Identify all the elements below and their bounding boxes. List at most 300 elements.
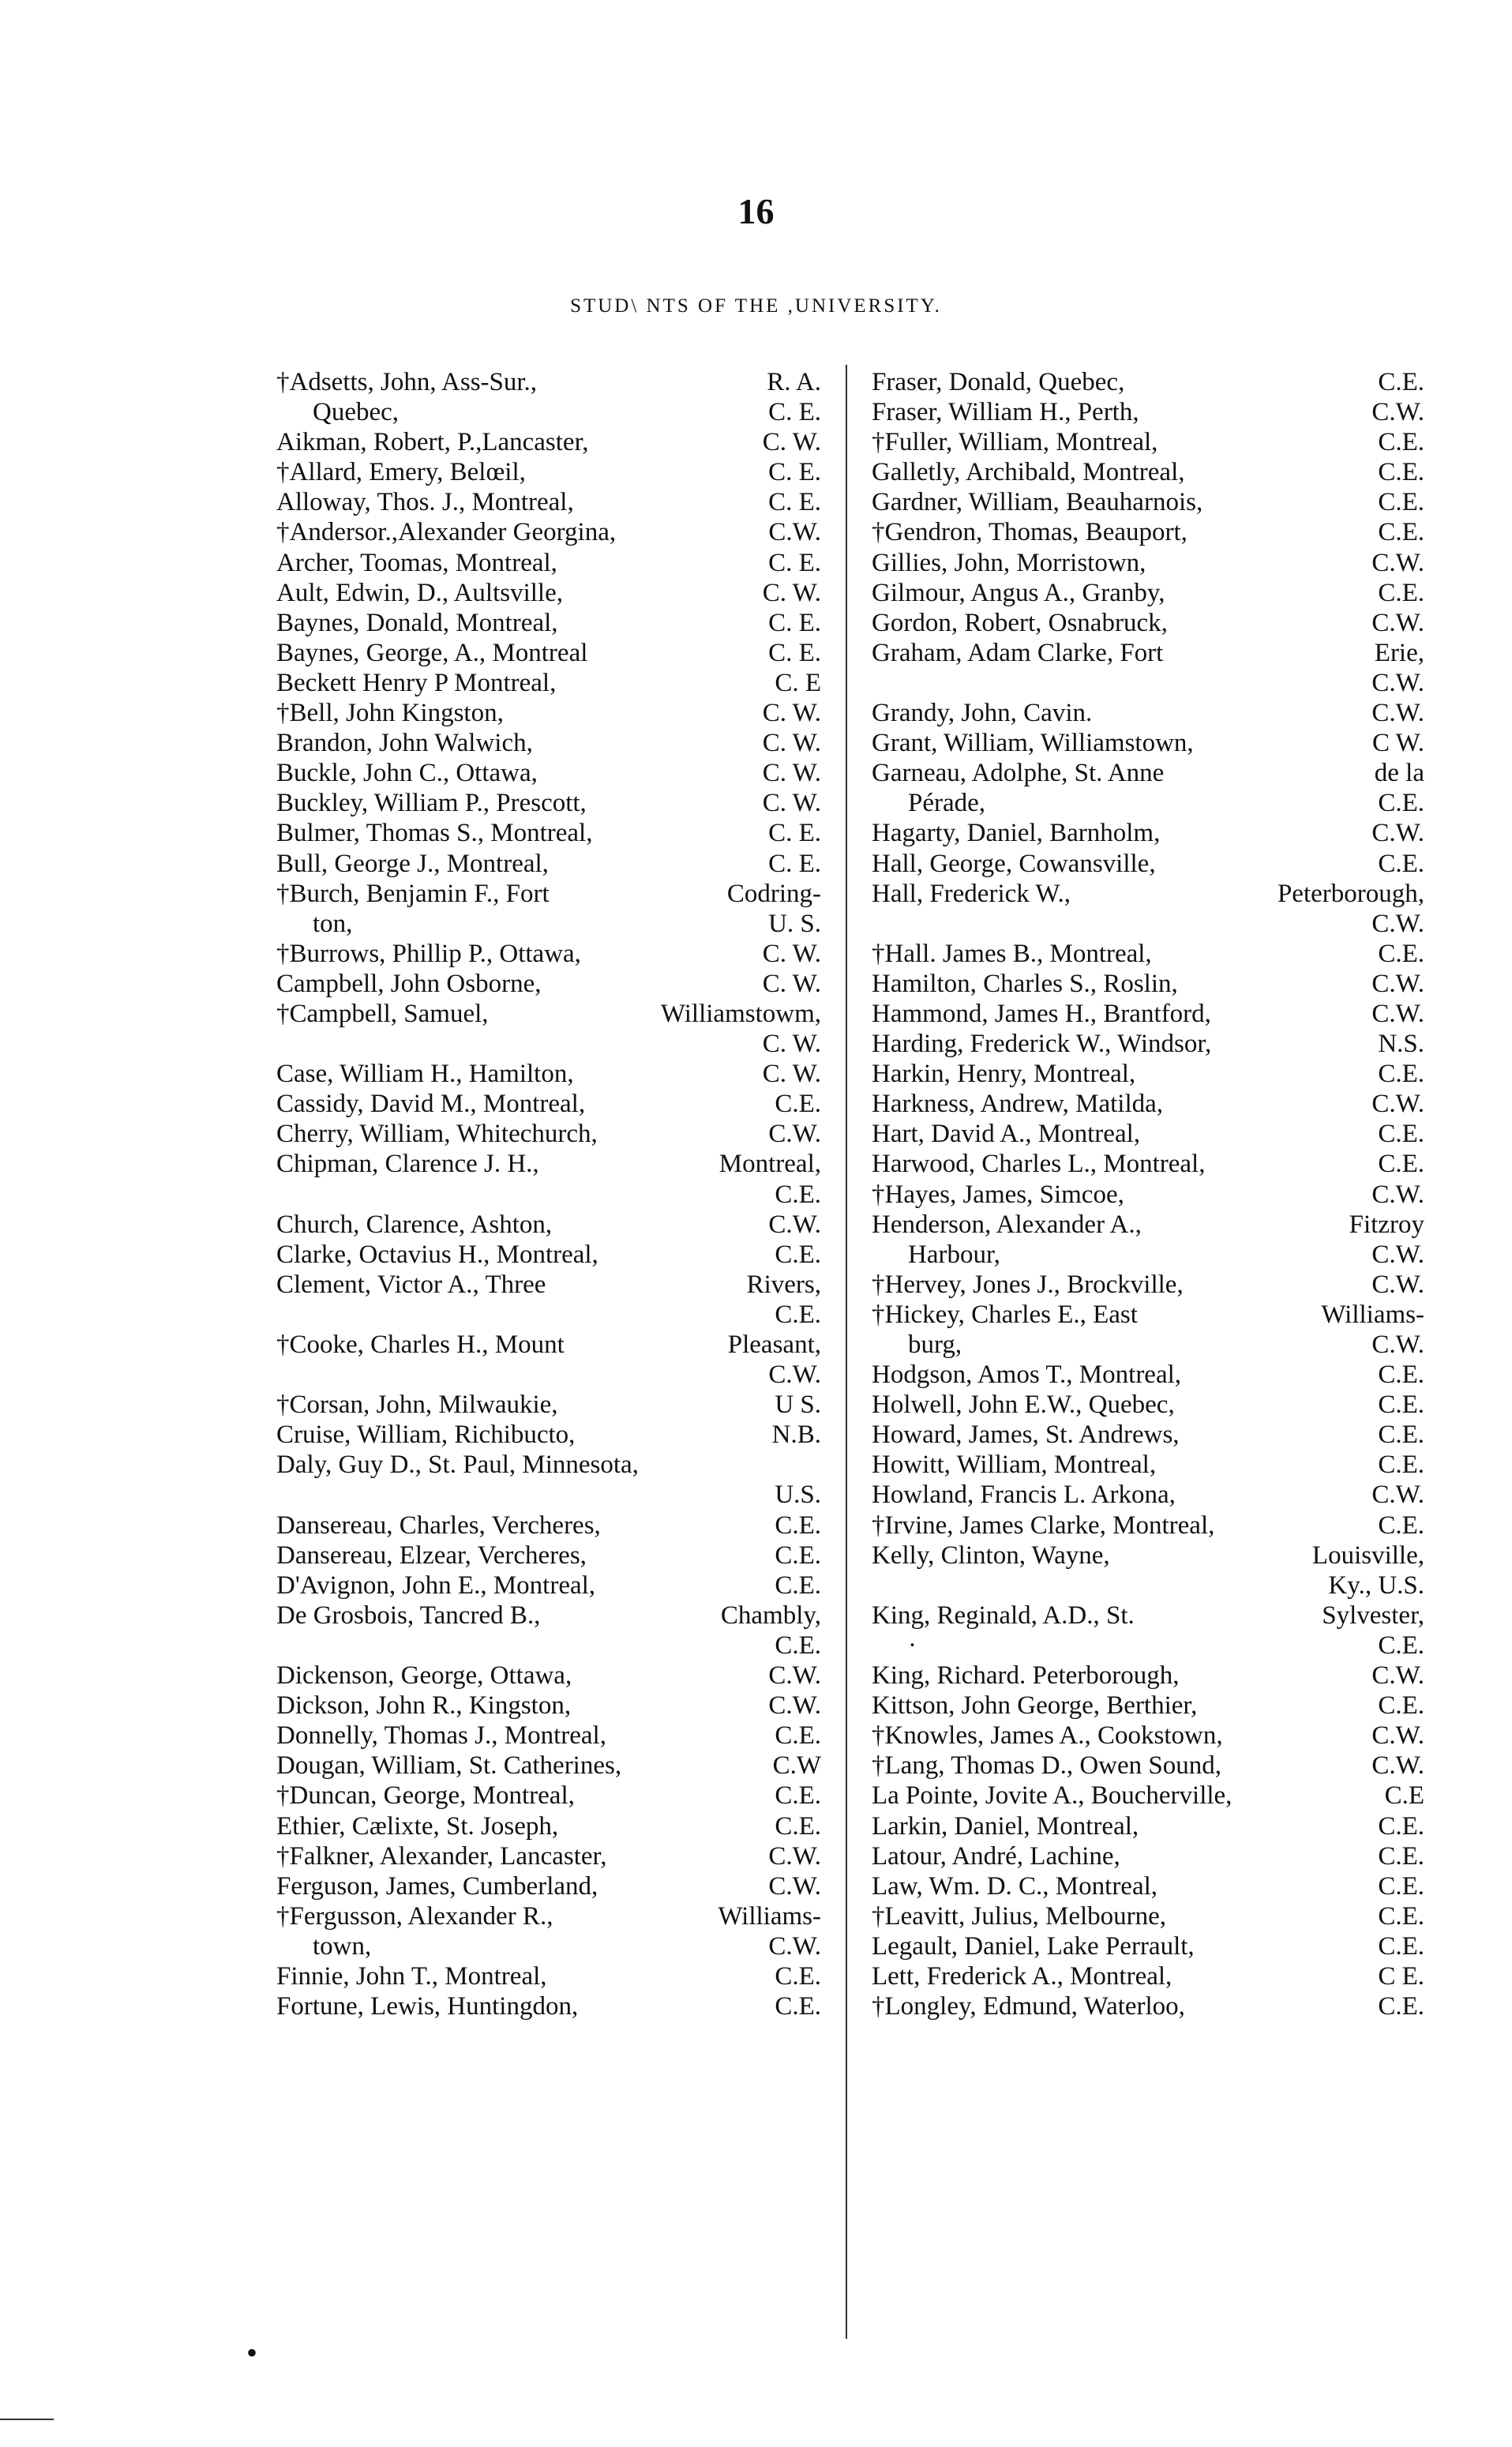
entry-line	[276, 758, 821, 788]
entry-region-text: C. W.	[762, 729, 821, 758]
entry-region-text: C. E	[775, 668, 821, 697]
student-entry	[872, 1059, 1424, 1089]
entry-name-text: Grandy, John, Cavin.	[872, 699, 1093, 728]
entry-region-text: C.E.	[1378, 1150, 1424, 1179]
footer-mark: •	[246, 2335, 258, 2370]
entry-line	[276, 1781, 821, 1811]
entry-line	[872, 1961, 1424, 1991]
entry-line	[872, 578, 1424, 608]
student-entry	[276, 1270, 821, 1330]
entry-name-text: Galletly, Archibald, Montreal,	[872, 458, 1185, 487]
entry-continuation-line	[872, 788, 1424, 818]
entry-line	[276, 969, 821, 999]
entry-line	[872, 879, 1424, 909]
entry-region-text: C.W.	[1371, 969, 1424, 998]
entry-name-text: Howland, Francis L. Arkona,	[872, 1481, 1176, 1510]
student-entry	[276, 1901, 821, 1961]
student-entry	[872, 698, 1424, 728]
entry-continuation-line	[276, 909, 821, 939]
entry-name-text: Case, William H., Hamilton,	[276, 1060, 574, 1089]
entry-line	[872, 517, 1424, 547]
entry-continuation-line	[276, 1631, 821, 1661]
entry-name-text: †Andersor.,Alexander Georgina,	[276, 518, 617, 547]
student-entry	[872, 1901, 1424, 1931]
entry-region-text: C.W.	[1371, 398, 1424, 427]
student-entry	[872, 1751, 1424, 1781]
entry-name-text: Gilmour, Angus A., Granby,	[872, 578, 1165, 607]
entry-line	[276, 487, 821, 517]
student-entry	[276, 1450, 821, 1510]
entry-line	[276, 1961, 821, 1991]
entry-line	[276, 668, 821, 698]
entry-name-text: †Gendron, Thomas, Beauport,	[872, 518, 1187, 547]
student-entry	[872, 1270, 1424, 1300]
entry-region-text: C.E.	[1378, 1360, 1424, 1390]
entry-name-text: Hart, David A., Montreal,	[872, 1120, 1141, 1149]
entry-region-text: Chambly,	[720, 1601, 821, 1630]
student-entry	[276, 1811, 821, 1841]
entry-name-text: Harding, Frederick W., Windsor,	[872, 1030, 1212, 1059]
entry-line	[276, 1751, 821, 1781]
entry-region-text: Rivers,	[746, 1270, 821, 1299]
entry-region-text: C E.	[1378, 1961, 1424, 1991]
entry-name-text: Beckett Henry P Montreal,	[276, 668, 557, 697]
entry-line	[276, 1991, 821, 2021]
entry-line	[276, 1450, 821, 1480]
entry-region-text: C.W.	[768, 1210, 821, 1239]
student-entry	[872, 1480, 1424, 1510]
entry-line	[872, 1089, 1424, 1119]
entry-name-text: Dickson, John R., Kingston,	[276, 1691, 572, 1721]
entry-region-text: C. W.	[762, 1030, 821, 1059]
entry-line	[276, 1059, 821, 1089]
entry-region-text: C.E.	[775, 1240, 821, 1269]
entry-name-text: town,	[313, 1931, 372, 1961]
entry-name-text: Buckley, William P., Prescott,	[276, 789, 587, 818]
student-entry	[872, 1300, 1424, 1360]
entry-name-text: Quebec,	[313, 398, 400, 427]
entry-line	[276, 1420, 821, 1450]
student-entry	[872, 1390, 1424, 1420]
entry-line	[872, 638, 1424, 668]
entry-line	[872, 1480, 1424, 1510]
entry-line	[276, 1210, 821, 1240]
entry-region-text: C.W.	[1371, 1090, 1424, 1119]
entry-name-text: Dickenson, George, Ottawa,	[276, 1661, 572, 1691]
student-entry	[276, 457, 821, 487]
entry-name-text: Howitt, William, Montreal,	[872, 1451, 1157, 1480]
entry-region-text: C.E.	[1378, 368, 1424, 396]
entry-name-text: De Grosbois, Tancred B.,	[276, 1601, 541, 1630]
student-list-right-column	[872, 367, 1424, 2021]
entry-line	[276, 879, 821, 909]
entry-name-text: Dougan, William, St. Catherines,	[276, 1751, 622, 1781]
entry-name-text: Cruise, William, Richibucto,	[276, 1421, 576, 1450]
entry-line	[872, 698, 1424, 728]
student-entry	[872, 1691, 1424, 1721]
entry-continuation-line	[872, 1330, 1424, 1360]
entry-region-text: C.E.	[775, 1090, 821, 1119]
entry-region-text: C.W.	[1371, 548, 1424, 577]
entry-region-text: C.W.	[1371, 1240, 1424, 1269]
entry-name-text: Buckle, John C., Ottawa,	[276, 759, 538, 788]
entry-region-text: C.E.	[775, 1631, 821, 1660]
entry-name-text: Alloway, Thos. J., Montreal,	[276, 488, 574, 517]
entry-name-text: Lett, Frederick A., Montreal,	[872, 1961, 1172, 1991]
entry-name-text: †Adsetts, John, Ass-Sur.,	[276, 368, 538, 396]
student-entry	[276, 1751, 821, 1781]
student-entry	[872, 939, 1424, 969]
entry-region-text: C.E.	[775, 1300, 821, 1329]
entry-region-text: Sylvester,	[1322, 1601, 1424, 1630]
entry-region-text: R. A.	[767, 368, 821, 396]
student-entry	[276, 818, 821, 848]
entry-region-text: Louisville,	[1311, 1541, 1424, 1570]
entry-name-text: †Longley, Edmund, Waterloo,	[872, 1992, 1185, 2021]
student-entry	[872, 1029, 1424, 1059]
entry-region-text: C.E.	[1378, 1451, 1424, 1480]
student-entry	[276, 1210, 821, 1240]
entry-line	[276, 1901, 821, 1931]
student-entry	[276, 487, 821, 517]
entry-name-text: †Hervey, Jones J., Brockville,	[872, 1270, 1184, 1299]
entry-line	[872, 427, 1424, 457]
entry-region-text: C. W.	[762, 789, 821, 818]
student-entry	[276, 1240, 821, 1270]
entry-line	[872, 1931, 1424, 1961]
entry-name-text: Hall, George, Cowansville,	[872, 849, 1156, 878]
student-entry	[276, 1991, 821, 2021]
student-entry	[276, 1691, 821, 1721]
entry-line	[276, 1721, 821, 1751]
student-entry	[872, 638, 1424, 698]
student-entry	[276, 1511, 821, 1541]
entry-line	[276, 427, 821, 457]
entry-name-text: †Corsan, John, Milwaukie,	[276, 1391, 558, 1420]
entry-name-text: Bull, George J., Montreal,	[276, 849, 549, 878]
entry-name-text: Chipman, Clarence J. H.,	[276, 1150, 539, 1179]
student-entry	[872, 1781, 1424, 1811]
entry-name-text: Harwood, Charles L., Montreal,	[872, 1150, 1206, 1179]
entry-name-text: Pérade,	[908, 789, 986, 818]
entry-region-text: C.E.	[1378, 1841, 1424, 1871]
entry-line	[872, 758, 1424, 788]
entry-region-text: Montreal,	[718, 1150, 821, 1179]
entry-region-text: C.E.	[775, 1721, 821, 1751]
entry-name-text: Grant, William, Williamstown,	[872, 729, 1194, 758]
student-entry	[872, 427, 1424, 457]
entry-name-text: †Lang, Thomas D., Owen Sound,	[872, 1751, 1222, 1781]
entry-name-text: †Leavitt, Julius, Melbourne,	[872, 1901, 1167, 1931]
entry-line	[276, 608, 821, 638]
student-entry	[872, 487, 1424, 517]
entry-line	[872, 1149, 1424, 1179]
student-entry	[872, 397, 1424, 427]
entry-continuation-line	[276, 1480, 821, 1510]
entry-region-text: C.E.	[1378, 1992, 1424, 2021]
entry-region-text: C.E.	[1378, 939, 1424, 968]
student-entry	[276, 608, 821, 638]
entry-region-text: C.E.	[775, 1992, 821, 2021]
entry-name-text: Howard, James, St. Andrews,	[872, 1421, 1180, 1450]
student-entry	[276, 427, 821, 457]
page-number: 16	[737, 191, 775, 231]
entry-line	[276, 999, 821, 1029]
entry-region-text: C.E.	[1378, 1391, 1424, 1420]
student-entry	[276, 578, 821, 608]
entry-region-text: C. W.	[762, 939, 821, 968]
entry-line	[872, 487, 1424, 517]
student-entry	[276, 1089, 821, 1119]
entry-name-text: Hagarty, Daniel, Barnholm,	[872, 819, 1161, 848]
entry-region-text: C.E.	[1378, 1631, 1424, 1660]
entry-line	[872, 1059, 1424, 1089]
student-entry	[872, 1511, 1424, 1541]
entry-region-text: C. E.	[768, 819, 821, 848]
entry-region-text: U. S.	[768, 909, 821, 938]
entry-line	[276, 818, 821, 848]
entry-region-text: C.E.	[775, 1811, 821, 1841]
entry-name-text: La Pointe, Jovite A., Boucherville,	[872, 1781, 1232, 1811]
student-entry	[276, 638, 821, 668]
entry-line	[872, 1871, 1424, 1901]
student-entry	[276, 1571, 821, 1601]
entry-line	[872, 1601, 1424, 1631]
entry-name-text: Harkness, Andrew, Matilda,	[872, 1090, 1164, 1119]
column-divider	[846, 365, 847, 2339]
student-entry	[872, 1541, 1424, 1601]
student-entry	[276, 1149, 821, 1209]
entry-line	[872, 1210, 1424, 1240]
entry-region-text: U S.	[775, 1391, 821, 1420]
student-entry	[872, 1149, 1424, 1179]
entry-region-text: C.E.	[1378, 1691, 1424, 1721]
entry-continuation-line	[872, 668, 1424, 698]
student-entry	[872, 1961, 1424, 1991]
entry-name-text: Ethier, Cælixte, St. Joseph,	[276, 1811, 559, 1841]
entry-continuation-line	[276, 1029, 821, 1059]
student-entry	[872, 457, 1424, 487]
entry-region-text: C.W.	[1371, 1180, 1424, 1209]
entry-line	[872, 1691, 1424, 1721]
entry-region-text: C. E.	[768, 849, 821, 878]
student-entry	[276, 1661, 821, 1691]
student-entry	[872, 1210, 1424, 1270]
entry-name-text: ton,	[313, 909, 353, 938]
entry-region-text: C.W.	[768, 1691, 821, 1721]
entry-region-text: C. W.	[762, 578, 821, 607]
student-entry	[872, 999, 1424, 1029]
student-entry	[872, 367, 1424, 397]
entry-name-text: Garneau, Adolphe, St. Anne	[872, 759, 1165, 788]
entry-region-text: C.W.	[768, 1360, 821, 1390]
entry-line	[872, 1119, 1424, 1149]
entry-region-text: C.E.	[775, 1541, 821, 1570]
student-entry	[276, 849, 821, 879]
entry-name-text: †Cooke, Charles H., Mount	[276, 1330, 565, 1359]
student-entry	[872, 1420, 1424, 1450]
entry-line	[872, 1270, 1424, 1300]
entry-name-text: †Hickey, Charles E., East	[872, 1300, 1138, 1329]
student-entry	[276, 1721, 821, 1751]
entry-line	[276, 1089, 821, 1119]
entry-name-text: Cassidy, David M., Montreal,	[276, 1090, 586, 1119]
entry-line	[276, 1330, 821, 1360]
entry-region-text: C.W.	[1371, 909, 1424, 938]
entry-continuation-line	[872, 1571, 1424, 1601]
entry-name-text: Clement, Victor A., Three	[276, 1270, 546, 1299]
entry-line	[872, 1300, 1424, 1330]
student-entry	[872, 1601, 1424, 1661]
entry-line	[276, 1119, 821, 1149]
student-list-left-column	[276, 367, 821, 2021]
entry-region-text: C. E.	[768, 638, 821, 667]
student-entry	[276, 1871, 821, 1901]
entry-region-text: C.E.	[775, 1571, 821, 1600]
entry-name-text: Daly, Guy D., St. Paul, Minnesota,	[276, 1451, 639, 1480]
entry-name-text: †Fergusson, Alexander R.,	[276, 1901, 553, 1931]
entry-line	[872, 728, 1424, 758]
entry-region-text: C.E.	[775, 1781, 821, 1811]
entry-name-text: Hodgson, Amos T., Montreal,	[872, 1360, 1182, 1390]
student-entry	[872, 728, 1424, 758]
student-entry	[872, 578, 1424, 608]
entry-region-text: C.W.	[1371, 1721, 1424, 1751]
entry-region-text: C. E.	[768, 488, 821, 517]
entry-name-text: Gardner, William, Beauharnois,	[872, 488, 1203, 517]
entry-name-text: Bulmer, Thomas S., Montreal,	[276, 819, 593, 848]
entry-line	[872, 1751, 1424, 1781]
entry-region-text: C.E	[1384, 1781, 1424, 1811]
student-entry	[872, 548, 1424, 578]
entry-region-text: C.E.	[1378, 1901, 1424, 1931]
student-entry	[872, 879, 1424, 939]
student-entry	[276, 548, 821, 578]
entry-region-text: N.S.	[1378, 1030, 1424, 1059]
entry-line	[872, 1390, 1424, 1420]
entry-name-text: Fraser, Donald, Quebec,	[872, 368, 1125, 396]
entry-line	[872, 1420, 1424, 1450]
student-entry	[276, 1420, 821, 1450]
entry-name-text: †Allard, Emery, Belœil,	[276, 458, 526, 487]
entry-region-text: C.W.	[1371, 1661, 1424, 1691]
entry-region-text: C.W	[772, 1751, 821, 1781]
student-entry	[276, 698, 821, 728]
entry-name-text: †Bell, John Kingston,	[276, 699, 504, 728]
entry-region-text: C.W.	[768, 518, 821, 547]
entry-line	[276, 1691, 821, 1721]
entry-region-text: Williams-	[1321, 1300, 1424, 1329]
entry-name-text: Fortune, Lewis, Huntingdon,	[276, 1992, 579, 2021]
student-entry	[276, 1541, 821, 1571]
entry-line	[276, 638, 821, 668]
entry-line	[872, 1781, 1424, 1811]
entry-region-text: Peterborough,	[1277, 879, 1424, 908]
entry-line	[872, 548, 1424, 578]
entry-region-text: Ky., U.S.	[1328, 1571, 1424, 1600]
student-entry	[276, 969, 821, 999]
entry-name-text: Brandon, John Walwich,	[276, 729, 533, 758]
entry-line	[276, 1601, 821, 1631]
entry-region-text: Williamstowm,	[660, 999, 821, 1028]
entry-region-text: C.E.	[1378, 1421, 1424, 1450]
entry-line	[276, 1149, 821, 1179]
entry-name-text: †Irvine, James Clarke, Montreal,	[872, 1511, 1215, 1540]
entry-region-text: C.E.	[1378, 428, 1424, 457]
entry-name-text: Archer, Toomas, Montreal,	[276, 548, 557, 577]
entry-line	[872, 1450, 1424, 1480]
entry-region-text: C.E.	[775, 1961, 821, 1991]
entry-line	[276, 788, 821, 818]
entry-line	[276, 517, 821, 547]
entry-name-text: †Fuller, William, Montreal,	[872, 428, 1158, 457]
student-entry	[276, 1390, 821, 1420]
entry-line	[276, 849, 821, 879]
entry-region-text: U.S.	[775, 1481, 821, 1510]
entry-region-text: de la	[1374, 759, 1424, 788]
footer-rule	[0, 2419, 54, 2420]
student-entry	[872, 1119, 1424, 1149]
entry-line	[872, 1661, 1424, 1691]
entry-name-text: Donnelly, Thomas J., Montreal,	[276, 1721, 606, 1751]
entry-region-text: C.E.	[1378, 1060, 1424, 1089]
entry-region-text: C.E.	[1378, 518, 1424, 547]
entry-region-text: C.E.	[1378, 1931, 1424, 1961]
student-entry	[872, 1871, 1424, 1901]
student-entry	[872, 608, 1424, 638]
entry-continuation-line	[872, 909, 1424, 939]
entry-name-text: †Hayes, James, Simcoe,	[872, 1180, 1124, 1209]
entry-region-text: C.W.	[1371, 1751, 1424, 1781]
entry-continuation-line	[276, 1180, 821, 1210]
entry-region-text: C.W.	[1371, 999, 1424, 1028]
student-entry	[872, 1450, 1424, 1480]
entry-line	[872, 1841, 1424, 1871]
entry-name-text: †Falkner, Alexander, Lancaster,	[276, 1841, 607, 1871]
entry-name-text: Clarke, Octavius H., Montreal,	[276, 1240, 598, 1269]
entry-region-text: C.W.	[768, 1120, 821, 1149]
entry-line	[872, 397, 1424, 427]
entry-continuation-line	[276, 397, 821, 427]
entry-name-text: Law, Wm. D. C., Montreal,	[872, 1871, 1158, 1901]
entry-region-text: C.W.	[1371, 668, 1424, 697]
entry-name-text: †Duncan, George, Montreal,	[276, 1781, 575, 1811]
entry-region-text: C.E.	[1378, 1811, 1424, 1841]
entry-name-text: Aikman, Robert, P.,Lancaster,	[276, 428, 589, 457]
entry-name-text: Campbell, John Osborne,	[276, 969, 542, 998]
entry-line	[276, 548, 821, 578]
entry-region-text: C. E.	[768, 398, 821, 427]
page-heading: STUD\ NTS OF THE ,UNIVERSITY.	[570, 295, 942, 317]
entry-region-text: N.B.	[771, 1421, 821, 1450]
student-entry	[276, 758, 821, 788]
entry-region-text: Williams-	[718, 1901, 821, 1931]
entry-name-text: Hammond, James H., Brantford,	[872, 999, 1211, 1028]
entry-region-text: C.E.	[1378, 849, 1424, 878]
entry-name-text: Ferguson, James, Cumberland,	[276, 1871, 598, 1901]
entry-region-text: Pleasant,	[727, 1330, 821, 1359]
entry-name-text: Harbour,	[908, 1240, 1000, 1269]
student-entry	[276, 1119, 821, 1149]
entry-region-text: C.W.	[768, 1841, 821, 1871]
entry-line	[872, 1901, 1424, 1931]
student-entry	[872, 1931, 1424, 1961]
entry-region-text: C.E.	[775, 1180, 821, 1209]
entry-region-text: C. W.	[762, 969, 821, 998]
entry-line	[276, 1661, 821, 1691]
entry-region-text: C.W.	[1371, 1481, 1424, 1510]
entry-region-text: C.W.	[1371, 819, 1424, 848]
